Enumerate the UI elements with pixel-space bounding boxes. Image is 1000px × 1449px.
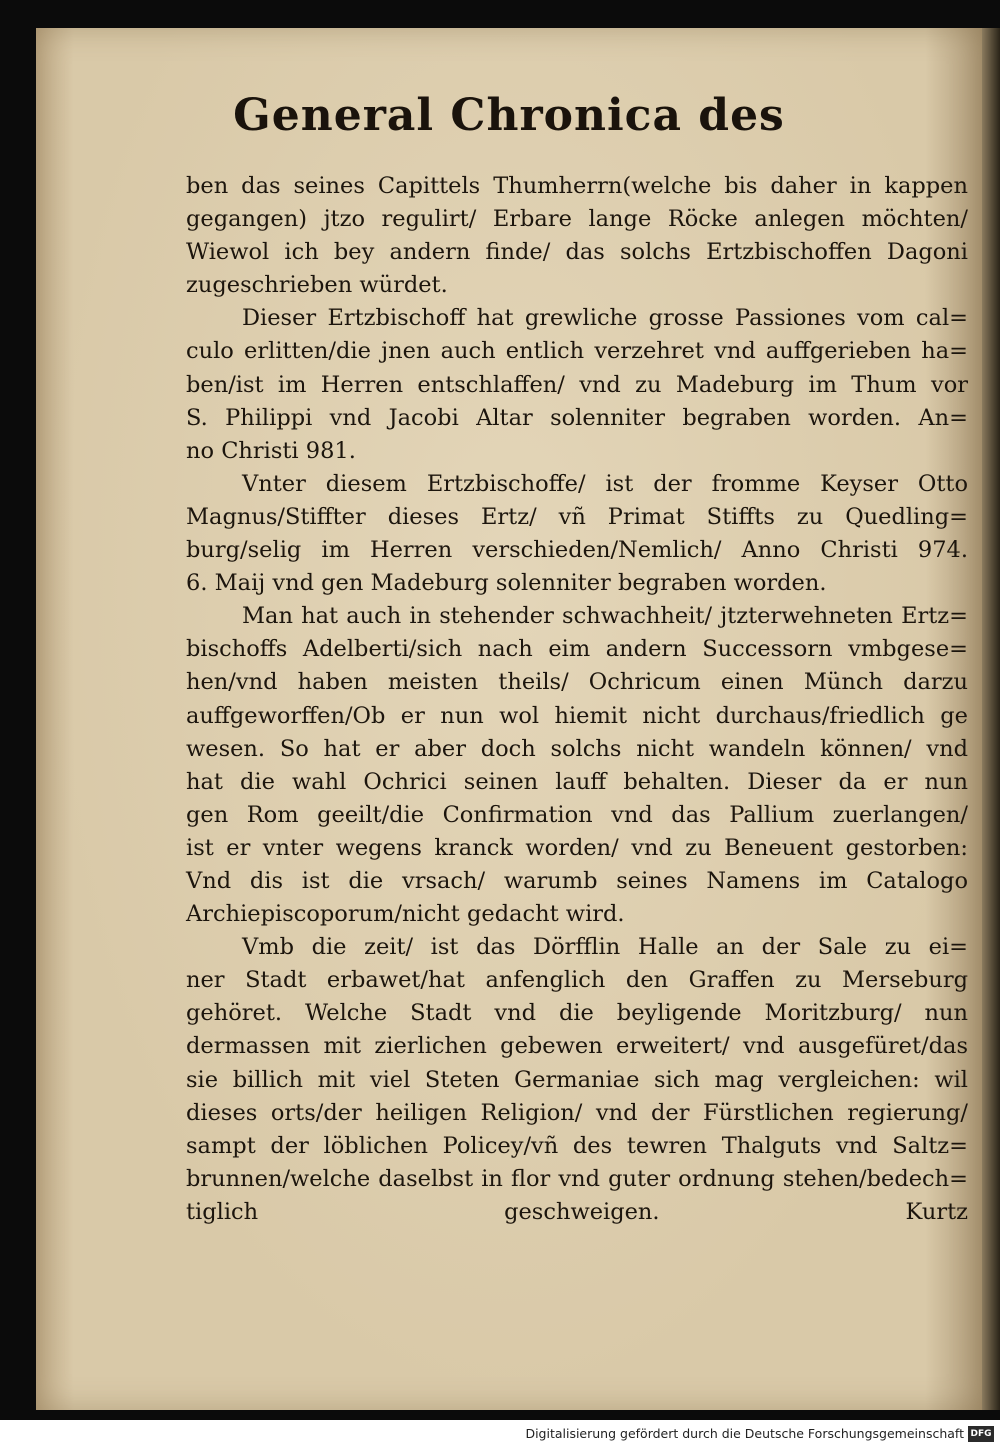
text-line: no Christi 981.	[186, 437, 356, 464]
text-line: Man hat auch in stehender schwachheit/ jtzterwehneten Ertz=	[242, 603, 968, 630]
text-line: gegangen) jtzo regulirt/ Erbare lange Röcke anlegen möchten/	[186, 206, 968, 233]
text-line: Vmb die zeit/ ist das Dörfflin Halle an der Sale zu ei=	[242, 934, 968, 961]
text-line: zugeschrieben würdet.	[186, 272, 448, 299]
text-line: burg/selig im Herren verschieden/Nemlich/ Anno Christi 974.	[186, 537, 968, 564]
text-line: ben/ist im Herren entschlaffen/ vnd zu Madeburg im Thum vor	[186, 371, 968, 398]
text-line: 6. Maij vnd gen Madeburg solenniter begraben worden.	[186, 570, 827, 597]
text-line: dermassen mit zierlichen gebewen erweitert/ vnd ausgefüret/das	[186, 1033, 968, 1060]
funding-credit: Digitalisierung gefördert durch die Deutsche Forschungsgemeinschaft	[525, 1426, 964, 1441]
digitization-footer	[0, 1420, 1000, 1449]
text-line: Archiepiscoporum/nicht gedacht wird.	[186, 901, 625, 928]
text-line: hat die wahl Ochrici seinen lauff behalten. Dieser da er nun	[186, 768, 968, 795]
text-line: sie billich mit viel Steten Germaniae sich mag vergleichen: wil	[186, 1066, 968, 1093]
body-text	[186, 170, 968, 1229]
dfg-logo: DFG	[968, 1426, 994, 1442]
text-line: auffgeworffen/Ob er nun wol hiemit nicht durchaus/friedlich ge	[186, 702, 968, 729]
text-line: ist er vnter wegens kranck worden/ vnd zu Beneuent gestorben:	[186, 834, 968, 861]
text-line: ben das seines Capittels Thumherrn(welche bis daher in kappen	[186, 173, 968, 199]
text-line: Wiewol ich bey andern finde/ das solchs Ertzbischoffen Dagoni	[186, 239, 968, 266]
text-line: sampt der löblichen Policey/vñ des tewren Thalguts vnd Saltz=	[186, 1132, 968, 1159]
text-line: tiglich geschweigen. Kurtz	[186, 1198, 968, 1225]
text-line: S. Philippi vnd Jacobi Altar solenniter begraben worden. An=	[186, 404, 968, 431]
text-line: ner Stadt erbawet/hat anfenglich den Graffen zu Merseburg	[186, 967, 968, 994]
text-line: wesen. So hat er aber doch solchs nicht wandeln können/ vnd	[186, 735, 968, 762]
text-line: Vnter diesem Ertzbischoffe/ ist der fromme Keyser Otto	[242, 470, 968, 497]
text-line: gehöret. Welche Stadt vnd die beyligende Moritzburg/ nun	[186, 1000, 968, 1027]
text-line: dieses orts/der heiligen Religion/ vnd der Fürstlichen regierung/	[186, 1099, 968, 1126]
page-edge	[982, 28, 1000, 1410]
book-page	[36, 28, 982, 1410]
text-line: brunnen/welche daselbst in flor vnd guter ordnung stehen/bedech=	[186, 1165, 968, 1192]
text-line: hen/vnd haben meisten theils/ Ochricum einen Münch darzu	[186, 669, 968, 696]
text-line: culo erlitten/die jnen auch entlich verzehret vnd auffgerieben ha=	[186, 338, 968, 365]
text-line: Vnd dis ist die vrsach/ warumb seines Namens im Catalogo	[186, 867, 968, 894]
text-line: Magnus/Stiffter dieses Ertz/ vñ Primat Stiffts zu Quedling=	[186, 503, 968, 530]
text-line: Dieser Ertzbischoff hat grewliche grosse Passiones vom cal=	[242, 305, 968, 332]
running-head: General Chronica des	[233, 90, 785, 141]
text-line: gen Rom geeilt/die Confirmation vnd das Pallium zuerlangen/	[186, 801, 968, 828]
text-line: bischoffs Adelberti/sich nach eim andern Successorn vmbgese=	[186, 636, 968, 663]
